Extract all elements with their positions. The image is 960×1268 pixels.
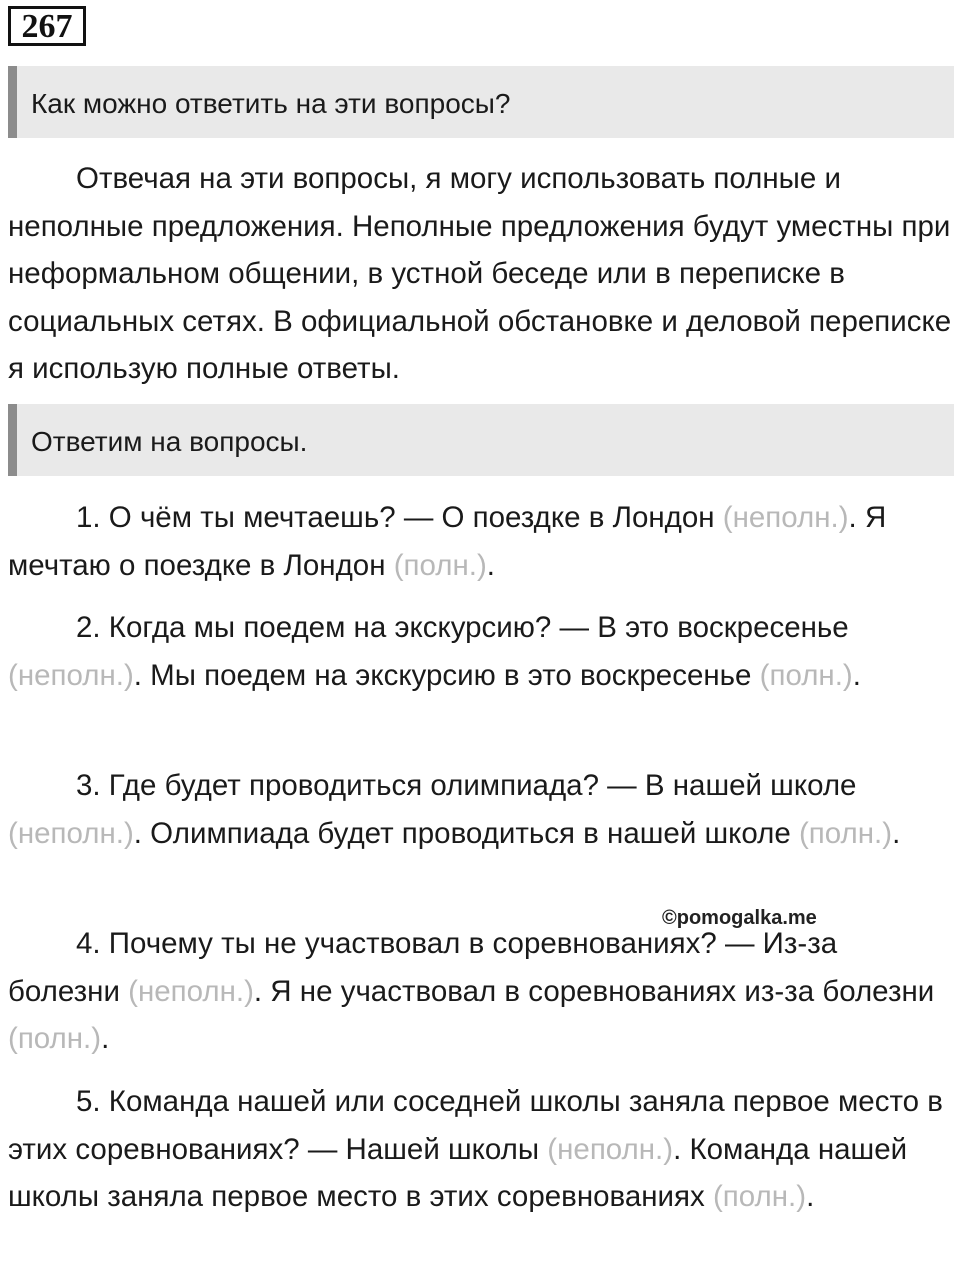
- end-punct: .: [892, 816, 901, 850]
- end-punct: .: [806, 1180, 815, 1213]
- answer-dialog: 1. О чём ты мечтаешь? — О поездке в Лондон: [76, 501, 715, 534]
- answer-paragraph-5: [8, 1078, 952, 1221]
- answer-paragraph-3: [8, 762, 952, 857]
- watermark: ©pomogalka.me: [662, 907, 817, 929]
- question-heading-1: Как можно ответить на эти вопросы?: [8, 66, 954, 138]
- end-punct: .: [486, 548, 495, 582]
- complete-label: (полн.): [712, 1180, 807, 1213]
- answer-full: . Я мечтаю о поездке в Лондон: [8, 501, 887, 582]
- end-punct: .: [101, 1022, 110, 1055]
- answer-paragraph-2: [8, 604, 952, 699]
- complete-label: (полн.): [8, 1022, 102, 1055]
- complete-label: (полн.): [393, 548, 487, 582]
- answer-full: . Я не участвовал в соревнованиях из-за болезни: [253, 974, 935, 1008]
- answer-dialog: 2. Когда мы поедем на экскурсию? — В это воскресенье: [76, 611, 849, 644]
- question-heading-2: Ответим на вопросы.: [8, 404, 954, 476]
- answer-dialog: 5. Команда нашей или соседней школы заняла первое место в этих соревнованиях? — Нашей школы: [8, 1085, 943, 1166]
- complete-label: (полн.): [759, 658, 853, 692]
- incomplete-label: (неполн.): [128, 974, 254, 1008]
- task-number: 267: [8, 6, 86, 46]
- answer-dialog: 4. Почему ты не участвовал в соревнованиях? — Из-за болезни: [8, 927, 838, 1008]
- complete-label: (полн.): [798, 816, 893, 850]
- incomplete-label: (неполн.): [722, 501, 849, 534]
- end-punct: .: [852, 658, 861, 692]
- answer-paragraph-1: [8, 494, 952, 589]
- incomplete-label: (неполн.): [547, 1132, 674, 1166]
- answer-paragraph-4: [8, 920, 952, 1063]
- intro-paragraph: Отвечая на эти вопросы, я могу использовать полные и неполные предложения. Неполные предложения будут уместны при неформальном общении, в устной беседе или в переписке в социальных сетях. В официальной обстановке и деловой переписке я использую полные ответы.: [8, 162, 952, 385]
- incomplete-label: (неполн.): [8, 816, 134, 850]
- answer-full: . Команда нашей школы заняла первое место в этих соревнованиях: [8, 1132, 908, 1213]
- answer-full: . Мы поедем на экскурсию в это воскресенье: [133, 658, 752, 692]
- answer-full: . Олимпиада будет проводиться в нашей школе: [133, 816, 791, 850]
- answer-dialog: 3. Где будет проводиться олимпиада? — В нашей школе: [76, 769, 857, 802]
- incomplete-label: (неполн.): [8, 658, 134, 692]
